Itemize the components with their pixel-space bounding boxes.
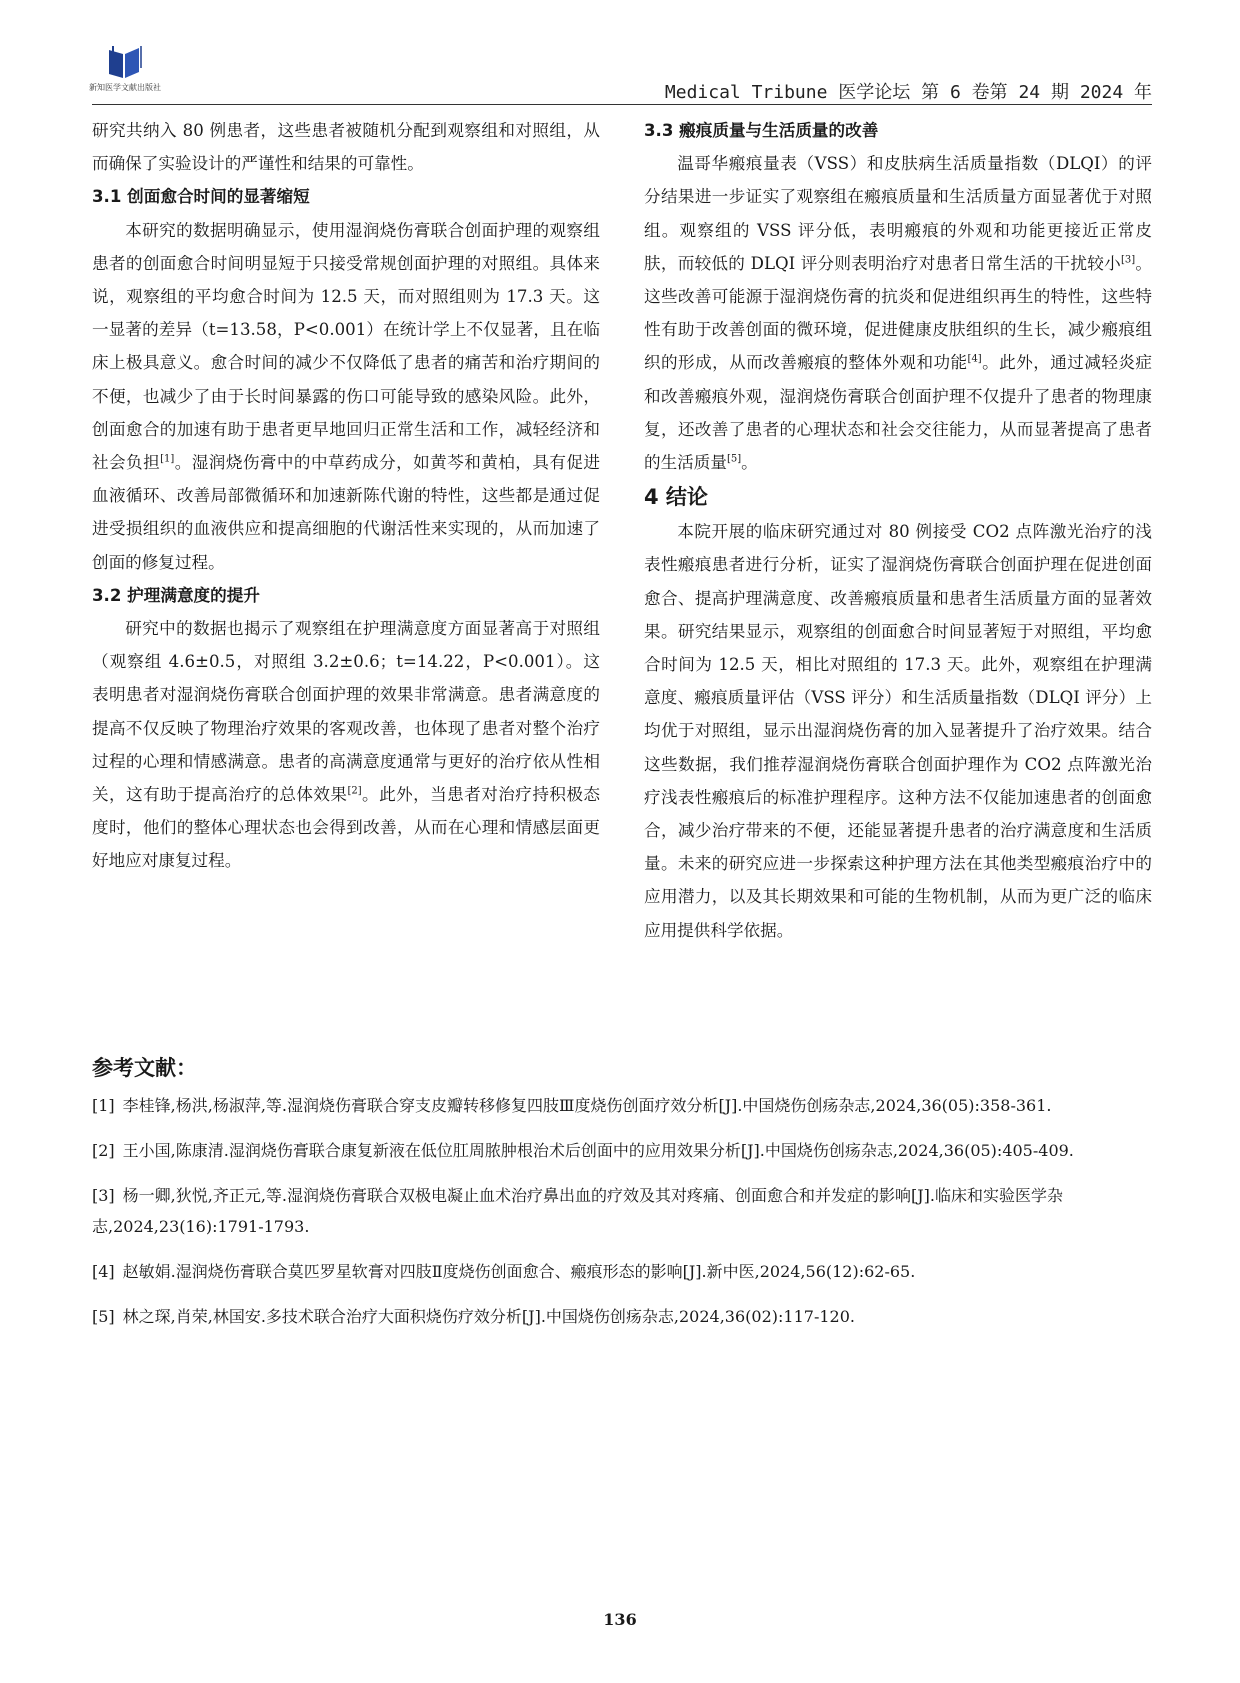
reference-item: [3] 杨一卿,狄悦,齐正元,等.湿润烧伤膏联合双极电凝止血术治疗鼻出血的疗效及其对疼痛、创面愈合和并发症的影响[J].临床和实验医学杂志,2024,23(16):1791-1793. [92,1186,1064,1236]
citation-1[interactable]: [1] [160,453,175,465]
left-column [92,114,600,878]
section-3-1-paragraph: 本研究的数据明确显示，使用湿润烧伤膏联合创面护理的观察组患者的创面愈合时间明显短于只接受常规创面护理的对照组。具体来说，观察组的平均愈合时间为 12.5 天，而对照组则为 17.3 天。这一显著的差异（t=13.58，P<0.001）在统计学上不仅显著，且在临床上极具意义。愈合时间的减少不仅降低了患者的痛苦和治疗期间的不便，也减少了由于长时间暴露的伤口可能导致的感染风险。此外，创面愈合的加速有助于患者更早地回归正常生活和工作，减轻经济和社会负担[1]。湿润烧伤膏中的中草药成分，如黄芩和黄柏，具有促进血液循环、改善局部微循环和加速新陈代谢的特性，这些都是通过促进受损组织的血液供应和提高细胞的代谢活性来实现的，从而加速了创面的修复过程。 [92,220,601,572]
right-column [644,114,1152,947]
reference-item: [5] 林之琛,肖荣,林国安.多技术联合治疗大面积烧伤疗效分析[J].中国烧伤创疡杂志,2024,36(02):117-120. [92,1307,855,1326]
reference-item: [4] 赵敏娟.湿润烧伤膏联合莫匹罗星软膏对四肢Ⅱ度烧伤创面愈合、瘢痕形态的影响[J].新中医,2024,56(12):62-65. [92,1262,916,1281]
intro-paragraph: 研究共纳入 80 例患者，这些患者被随机分配到观察组和对照组，从而确保了实验设计的严谨性和结果的可靠性。 [92,121,600,174]
references-title: 参考文献： [92,1056,197,1080]
conclusion-paragraph: 本院开展的临床研究通过对 80 例接受 CO2 点阵激光治疗的浅表性瘢痕患者进行分析，证实了湿润烧伤膏联合创面护理在促进创面愈合、提高护理满意度、改善瘢痕质量和患者生活质量方面的显著效果。研究结果显示，观察组的创面愈合时间显著短于对照组，平均愈合时间为 12.5 天，相比对照组的 17.3 天。此外，观察组在护理满意度、瘢痕质量评估（VSS 评分）和生活质量指数（DLQI 评分）上均优于对照组，显示出湿润烧伤膏的加入显著提升了治疗效果。结合这些数据，我们推荐湿润烧伤膏联合创面护理作为 CO2 点阵激光治疗浅表性瘢痕后的标准护理程序。这种方法不仅能加速患者的创面愈合，减少治疗带来的不便，还能显著提升患者的治疗满意度和生活质量。未来的研究应进一步探索这种护理方法在其他类型瘢痕治疗中的应用潜力，以及其长期效果和可能的生物机制，从而为更广泛的临床应用提供科学依据。 [644,522,1152,940]
section-3-2-title: 3.2 护理满意度的提升 [92,585,260,605]
page-number: 136 [603,1610,637,1629]
section-4-title: 4 结论 [644,485,708,510]
citation-4[interactable]: [4] [967,353,982,365]
section-3-3-paragraph: 温哥华瘢痕量表（VSS）和皮肤病生活质量指数（DLQI）的评分结果进一步证实了观察组在瘢痕质量和生活质量方面显著优于对照组。观察组的 VSS 评分低，表明瘢痕的外观和功能更接近正常皮肤，而较低的 DLQI 评分则表明治疗对患者日常生活的干扰较小[3]。这些改善可能源于湿润烧伤膏的抗炎和促进组织再生的特性，这些特性有助于改善创面的微环境，促进健康皮肤组织的生长，减少瘢痕组织的形成，从而改善瘢痕的整体外观和功能[4]。此外，通过减轻炎症和改善瘢痕外观，湿润烧伤膏联合创面护理不仅提升了患者的物理康复，还改善了患者的心理状态和社会交往能力，从而显著提高了患者的生活质量[5]。 [644,154,1153,473]
citation-3[interactable]: [3] [1120,254,1136,266]
journal-header: Medical Tribune 医学论坛 第 6 卷第 24 期 2024 年 [664,82,1152,103]
section-3-2-paragraph: 研究中的数据也揭示了观察组在护理满意度方面显著高于对照组（观察组 4.6±0.5，对照组 3.2±0.6；t=14.22，P<0.001）。这表明患者对湿润烧伤膏联合创面护理的效果非常满意。患者满意度的提高不仅反映了物理治疗效果的客观改善，也体现了患者对整个治疗过程的心理和情感满意。患者的高满意度通常与更好的治疗依从性相关，这有助于提高治疗的总体效果[2]。此外，当患者对治疗持积极态度时，他们的整体心理状态也会得到改善，从而在心理和情感层面更好地应对康复过程。 [92,619,601,871]
section-3-1-title: 3.1 创面愈合时间的显著缩短 [92,187,310,207]
section-3-3-title: 3.3 瘢痕质量与生活质量的改善 [644,121,879,140]
logo-text: 新知医学文献出版社 [89,83,161,92]
citation-5[interactable]: [5] [726,453,742,465]
reference-item: [2] 王小国,陈康清.湿润烧伤膏联合康复新液在低位肛周脓肿根治术后创面中的应用效果分析[J].中国烧伤创疡杂志,2024,36(05):405-409. [92,1141,1074,1160]
citation-2[interactable]: [2] [347,785,362,797]
reference-item: [1] 李桂锋,杨洪,杨淑萍,等.湿润烧伤膏联合穿支皮瓣转移修复四肢Ⅲ度烧伤创面疗效分析[J].中国烧伤创疡杂志,2024,36(05):358-361. [92,1096,1052,1115]
publisher-logo [60,44,190,94]
header-divider [92,104,1152,105]
references-list [92,1090,1152,1346]
book-logo-icon [105,44,145,80]
